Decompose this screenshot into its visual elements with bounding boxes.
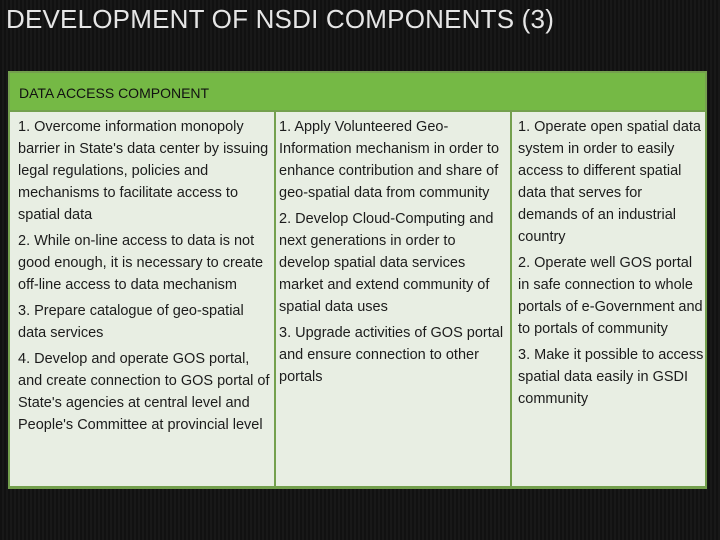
column-1-item-4: 4. Develop and operate GOS portal, and create connection to GOS portal of State's agencies at central level and People's Committee at provincial level — [18, 351, 270, 433]
slide-title: DEVELOPMENT OF NSDI COMPONENTS (3) — [6, 4, 555, 34]
table-header-row — [10, 73, 705, 110]
column-3-item-2: 2. Operate well GOS portal in safe connection to whole portals of e-Government and to portals of community — [518, 255, 703, 337]
components-table — [8, 71, 707, 489]
column-1-item-2: 2. While on-line access to data is not good enough, it is necessary to create off-line access to data mechanism — [18, 233, 264, 293]
column-2-item-3: 3. Upgrade activities of GOS portal and ensure connection to other portals — [279, 325, 504, 385]
table-column-2 — [276, 112, 510, 486]
column-3-item-3: 3. Make it possible to access spatial data easily in GSDI community — [518, 347, 704, 407]
table-column-1 — [10, 112, 274, 486]
table-header-label: DATA ACCESS COMPONENT — [19, 85, 210, 101]
column-1-item-3: 3. Prepare catalogue of geo-spatial data services — [18, 303, 244, 341]
column-2-item-1: 1. Apply Volunteered Geo-Information mechanism in order to enhance contribution and share of geo-spatial data from community — [279, 119, 500, 201]
column-1-item-1: 1. Overcome information monopoly barrier in State's data center by issuing legal regulations, policies and mechanisms to facilitate access to spatial data — [18, 119, 269, 223]
column-2-item-2: 2. Develop Cloud-Computing and next generations in order to develop spatial data services market and extend community of spatial data uses — [279, 211, 494, 315]
table-column-3 — [512, 112, 705, 486]
column-3-item-1: 1. Operate open spatial data system in order to easily access to different spatial data that serves for demands of an industrial country — [518, 119, 701, 245]
